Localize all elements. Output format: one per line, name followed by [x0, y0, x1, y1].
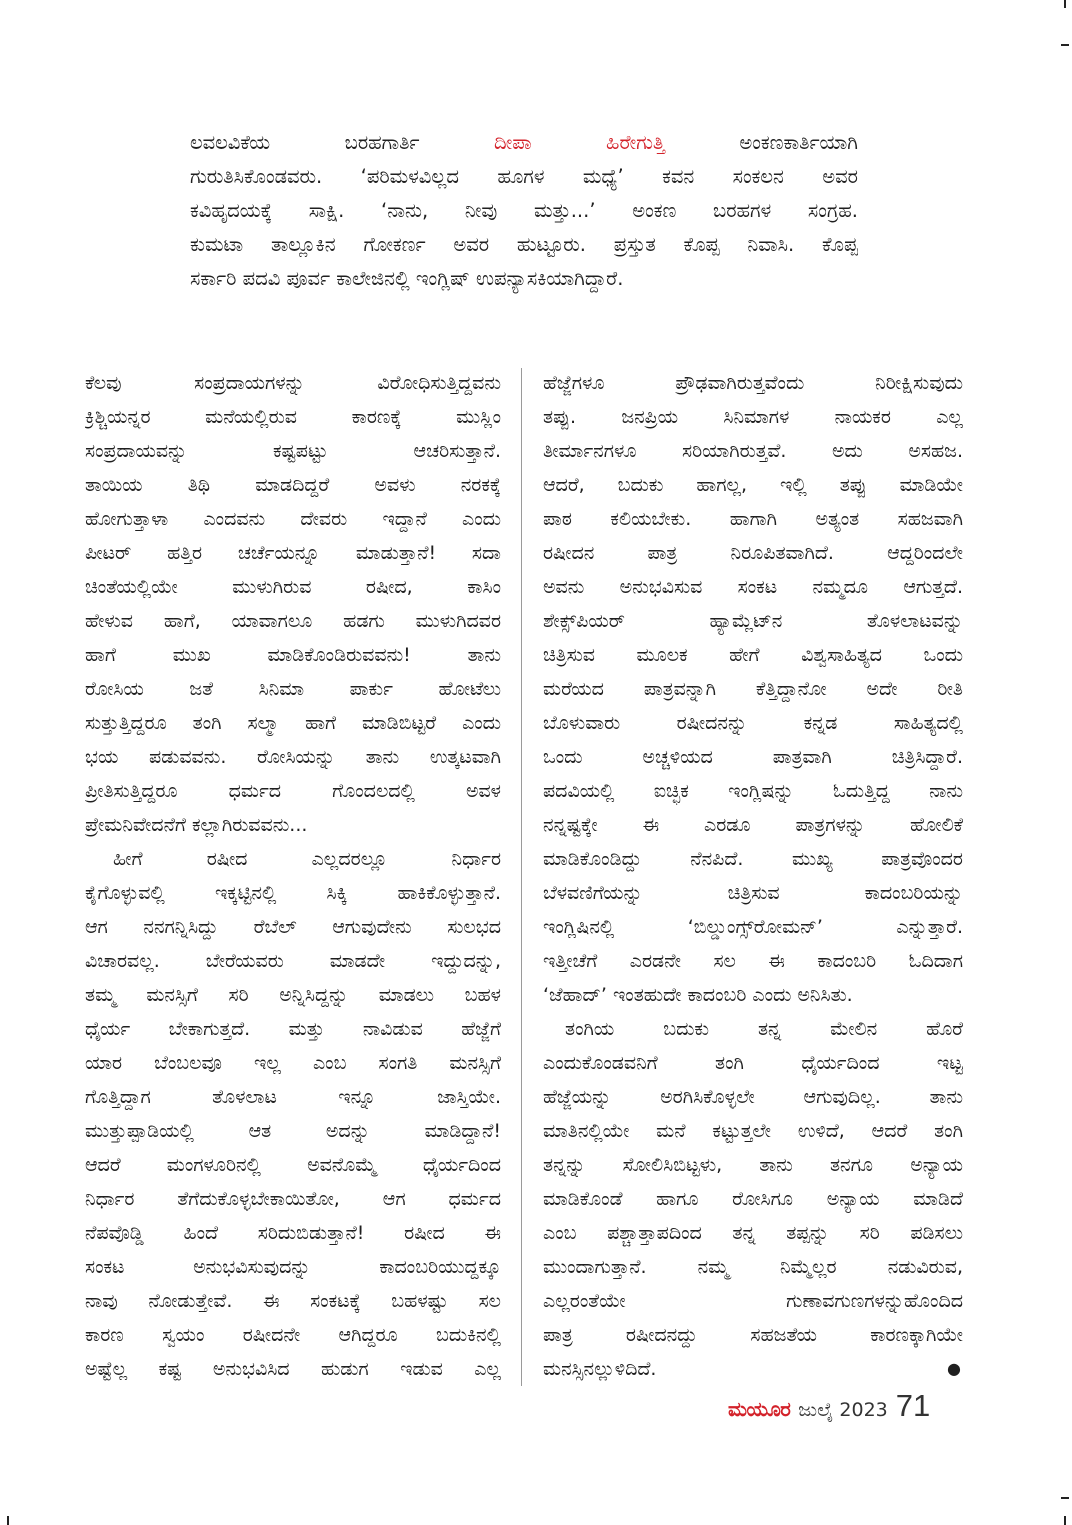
bio-line-role: ಅಂಕಣಕಾರ್ತಿಯಾಗಿ [739, 131, 858, 154]
right-column [543, 366, 963, 1386]
right-column-line: ಪದವಿಯಲ್ಲಿ ಐಚ್ಛಿಕ ಇಂಗ್ಲಿಷನ್ನು ಓದುತ್ತಿದ್ದ ನಾನು [543, 780, 963, 802]
crop-mark [1061, 44, 1069, 46]
left-column-line: ಕೈಗೊಳ್ಳುವಲ್ಲಿ ಇಕ್ಕಟ್ಟಿನಲ್ಲಿ ಸಿಕ್ಕಿ ಹಾಕಿಕೊಳ್ಳುತ್ತಾನೆ. [85, 882, 501, 904]
right-column-line: ತೀರ್ಮಾನಗಳೂ ಸರಿಯಾಗಿರುತ್ತವೆ. ಅದು ಅಸಹಜ. [543, 440, 963, 462]
bio-line: ಸರ್ಕಾರಿ ಪದವಿ ಪೂರ್ವ ಕಾಲೇಜಿನಲ್ಲಿ ಇಂಗ್ಲಿಷ್ ಉಪನ್ಯಾಸಕಿಯಾಗಿದ್ದಾರೆ. [190, 267, 624, 290]
left-column-line: ಪ್ರೇಮನಿವೇದನೆಗೆ ಕಲ್ಲಾಗಿರುವವನು... [85, 814, 308, 836]
right-column-line: ಶೇಕ್ಸ್‌ಪಿಯರ್ ಹ್ಯಾಮ್ಲೆಟ್‌ನ ತೊಳಲಾಟವನ್ನು [543, 610, 963, 632]
right-column-line: ಇತ್ತೀಚೆಗೆ ಎರಡನೇ ಸಲ ಈ ಕಾದಂಬರಿ ಓದಿದಾಗ [543, 950, 963, 972]
right-column-line: ಆದರೆ, ಬದುಕು ಹಾಗಲ್ಲ, ಇಲ್ಲಿ ತಪ್ಪು ಮಾಡಿಯೇ [543, 474, 963, 496]
left-column-line: ಸಂಪ್ರದಾಯವನ್ನು ಕಷ್ಟಪಟ್ಟು ಆಚರಿಸುತ್ತಾನೆ. [85, 440, 501, 462]
right-column-line: ಹೆಜ್ಜೆಗಳೂ ಪ್ರೌಢವಾಗಿರುತ್ತವೆಂದು ನಿರೀಕ್ಷಿಸುವುದು [543, 372, 963, 394]
right-column-line: ಒಂದು ಅಚ್ಚಳಿಯದ ಪಾತ್ರವಾಗಿ ಚಿತ್ರಿಸಿದ್ದಾರೆ. [543, 746, 963, 768]
right-column-line: ರಷೀದನ ಪಾತ್ರ ನಿರೂಪಿತವಾಗಿದೆ. ಆದ್ದರಿಂದಲೇ [543, 542, 963, 564]
right-column-line: ತಪ್ಪು. ಜನಪ್ರಿಯ ಸಿನಿಮಾಗಳ ನಾಯಕರ ಎಲ್ಲ [543, 406, 963, 428]
left-column [85, 366, 501, 1386]
right-column-line: ಮನಸ್ಸಿನಲ್ಲುಳಿದಿದೆ. [543, 1358, 657, 1380]
left-column-line: ಆಗ ನನಗನ್ನಿಸಿದ್ದು ರೆಬೆಲ್ ಆಗುವುದೇನು ಸುಲಭದ [85, 916, 501, 938]
right-column-line: ಹೆಜ್ಜೆಯನ್ನು ಅರಗಿಸಿಕೊಳ್ಳಲೇ ಆಗುವುದಿಲ್ಲ. ತಾನು [543, 1086, 963, 1108]
left-column-line: ತಾಯಿಯ ತಿಥಿ ಮಾಡದಿದ್ದರೆ ಅವಳು ನರಕಕ್ಕೆ [85, 474, 501, 496]
right-column-line: ಎಂಬ ಪಶ್ಚಾತ್ತಾಪದಿಂದ ತನ್ನ ತಪ್ಪನ್ನು ಸರಿ ಪಡಿಸಲು [543, 1222, 963, 1244]
left-column-line: ಹೋಗುತ್ತಾಳಾ ಎಂದವನು ದೇವರು ಇದ್ದಾನೆ ಎಂದು [85, 508, 501, 530]
left-column-line: ತಮ್ಮ ಮನಸ್ಸಿಗೆ ಸರಿ ಅನ್ನಿಸಿದ್ದನ್ನು ಮಾಡಲು ಬಹಳ [85, 984, 501, 1006]
right-column-line: ಎಲ್ಲರಂತೆಯೇ ಗುಣಾವಗುಣಗಳನ್ನುಹೊಂದಿದ [543, 1290, 963, 1312]
left-column-line: ವಿಚಾರವಲ್ಲ. ಬೇರೆಯವರು ಮಾಡದೇ ಇದ್ದುದನ್ನು, [85, 950, 501, 972]
left-column-line: ಕ್ರಿಶ್ಚಿಯನ್ನರ ಮನೆಯಲ್ಲಿರುವ ಕಾರಣಕ್ಕೆ ಮುಸ್ಲಿಂ [85, 406, 501, 428]
left-column-line: ಮುತ್ತುಪ್ಪಾಡಿಯಲ್ಲಿ ಆತ ಅದನ್ನು ಮಾಡಿದ್ದಾನೆ! [85, 1120, 501, 1142]
right-column-line: ತಂಗಿಯ ಬದುಕು ತನ್ನ ಮೇಲಿನ ಹೊರೆ [565, 1018, 963, 1040]
bio-line: ಗುರುತಿಸಿಕೊಂಡವರು. ‘ಪರಿಮಳವಿಲ್ಲದ ಹೂಗಳ ಮಧ್ಯೆ’ ಕವನ ಸಂಕಲನ ಅವರ [190, 165, 858, 188]
left-column-line: ನೆಪವೊಡ್ಡಿ ಹಿಂದೆ ಸರಿದುಬಿಡುತ್ತಾನೆ! ರಷೀದ ಈ [85, 1222, 501, 1244]
right-column-line: ಮರೆಯದ ಪಾತ್ರವನ್ನಾಗಿ ಕೆತ್ತಿದ್ದಾನೋ ಅದೇ ರೀತಿ [543, 678, 963, 700]
left-column-line: ಪ್ರೀತಿಸುತ್ತಿದ್ದರೂ ಧರ್ಮದ ಗೊಂದಲದಲ್ಲಿ ಅವಳ [85, 780, 501, 802]
left-column-line: ಧೈರ್ಯ ಬೇಕಾಗುತ್ತದೆ. ಮತ್ತು ನಾವಿಡುವ ಹೆಜ್ಜೆಗೆ [85, 1018, 501, 1040]
right-column-line: ತನ್ನನ್ನು ಸೋಲಿಸಿಬಿಟ್ಟಳು, ತಾನು ತನಗೂ ಅನ್ಯಾಯ [543, 1154, 963, 1176]
left-column-line: ಹೇಳುವ ಹಾಗೆ, ಯಾವಾಗಲೂ ಹಡಗು ಮುಳುಗಿದವರ [85, 610, 501, 632]
issue-date: ಜುಲೈ 2023 [798, 1399, 888, 1421]
left-column-line: ಪೀಟರ್ ಹತ್ತಿರ ಚರ್ಚೆಯನ್ನೂ ಮಾಡುತ್ತಾನೆ! ಸದಾ [85, 542, 501, 564]
right-column-line: ಮಾಡಿಕೊಂಡೆ ಹಾಗೂ ರೋಸಿಗೂ ಅನ್ಯಾಯ ಮಾಡಿದೆ [543, 1188, 963, 1210]
crop-mark [1064, 0, 1066, 8]
right-column-last-line [543, 1352, 963, 1386]
right-column-line: ನನ್ನಷ್ಟಕ್ಕೇ ಈ ಎರಡೂ ಪಾತ್ರಗಳನ್ನು ಹೋಲಿಕೆ [543, 814, 963, 836]
bio-line-intro: ಲವಲವಿಕೆಯ ಬರಹಗಾರ್ತಿ [190, 131, 420, 154]
right-column-line: ಮುಂದಾಗುತ್ತಾನೆ. ನಮ್ಮ ನಿಮ್ಮೆಲ್ಲರ ನಡುವಿರುವ, [543, 1256, 963, 1278]
bio-line [190, 126, 858, 160]
right-column-line: ಪಾಠ ಕಲಿಯಬೇಕು. ಹಾಗಾಗಿ ಅತ್ಯಂತ ಸಹಜವಾಗಿ [543, 508, 963, 530]
right-column-line: ಮಾಡಿಕೊಂಡಿದ್ದು ನೆನಪಿದೆ. ಮುಖ್ಯ ಪಾತ್ರವೊಂದರ [543, 848, 963, 870]
crop-mark [7, 1516, 9, 1525]
left-column-line: ಹೀಗೆ ರಷೀದ ಎಲ್ಲದರಲ್ಲೂ ನಿರ್ಧಾರ [113, 848, 501, 870]
right-column-line: ಎಂದುಕೊಂಡವನಿಗೆ ತಂಗಿ ಧೈರ್ಯದಿಂದ ಇಟ್ಟ [543, 1052, 963, 1074]
end-mark-bullet: ● [947, 1359, 961, 1378]
right-column-line: ಬೊಳುವಾರು ರಷೀದನನ್ನು ಕನ್ನಡ ಸಾಹಿತ್ಯದಲ್ಲಿ [543, 712, 963, 734]
left-column-line: ಆದರೆ ಮಂಗಳೂರಿನಲ್ಲಿ ಅವನೊಮ್ಮೆ ಧೈರ್ಯದಿಂದ [85, 1154, 501, 1176]
left-column-line: ಹಾಗೆ ಮುಖ ಮಾಡಿಕೊಂಡಿರುವವನು! ತಾನು [85, 644, 501, 666]
left-column-line: ಸಂಕಟ ಅನುಭವಿಸುವುದನ್ನು ಕಾದಂಬರಿಯುದ್ದಕ್ಕೂ [85, 1256, 501, 1278]
left-column-line: ನಿರ್ಧಾರ ತೆಗೆದುಕೊಳ್ಳಬೇಕಾಯಿತೋ, ಆಗ ಧರ್ಮದ [85, 1188, 501, 1210]
author-bio [190, 126, 858, 296]
right-column-line: ‘ಜೆಹಾದ್’ ಇಂತಹುದೇ ಕಾದಂಬರಿ ಎಂದು ಅನಿಸಿತು. [543, 984, 853, 1006]
author-name: ದೀಪಾ ಹಿರೇಗುತ್ತಿ [494, 131, 665, 154]
bio-line: ಕವಿಹೃದಯಕ್ಕೆ ಸಾಕ್ಷಿ. ‘ನಾನು, ನೀವು ಮತ್ತು...’ ಅಂಕಣ ಬರಹಗಳ ಸಂಗ್ರಹ. [190, 199, 858, 222]
left-column-line: ಭಯ ಪಡುವವನು. ರೋಸಿಯನ್ನು ತಾನು ಉತ್ಕಟವಾಗಿ [85, 746, 501, 768]
right-column-line: ಇಂಗ್ಲಿಷಿನಲ್ಲಿ ‘ಬಿಲ್ಡುಂಗ್ಸ್‌ರೋಮನ್’ ಎನ್ನುತ್ತಾರೆ. [543, 916, 963, 938]
right-column-line: ಚಿತ್ರಿಸುವ ಮೂಲಕ ಹೇಗೆ ವಿಶ್ವಸಾಹಿತ್ಯದ ಒಂದು [543, 644, 963, 666]
left-column-line: ಕೆಲವು ಸಂಪ್ರದಾಯಗಳನ್ನು ವಿರೋಧಿಸುತ್ತಿದ್ದವನು [85, 372, 501, 394]
page-footer [728, 1388, 930, 1432]
right-column-line: ಮಾತಿನಲ್ಲಿಯೇ ಮನೆ ಕಟ್ಟುತ್ತಲೇ ಉಳಿದೆ, ಆದರೆ ತಂಗಿ [543, 1120, 963, 1142]
left-column-line: ಯಾರ ಬೆಂಬಲವೂ ಇಲ್ಲ ಎಂಬ ಸಂಗತಿ ಮನಸ್ಸಿಗೆ [85, 1052, 501, 1074]
left-column-line: ರೋಸಿಯ ಜತೆ ಸಿನಿಮಾ ಪಾರ್ಕು ಹೋಟೆಲು [85, 678, 501, 700]
magazine-logo: ಮಯೂರ [728, 1397, 791, 1421]
left-column-line: ಅಷ್ಟೆಲ್ಲ ಕಷ್ಟ ಅನುಭವಿಸಿದ ಹುಡುಗ ಇಡುವ ಎಲ್ಲ [85, 1358, 501, 1380]
right-column-line: ಬೆಳವಣಿಗೆಯನ್ನು ಚಿತ್ರಿಸುವ ಕಾದಂಬರಿಯನ್ನು [543, 882, 963, 904]
left-column-line: ಕಾರಣ ಸ್ವಯಂ ರಷೀದನೇ ಆಗಿದ್ದರೂ ಬದುಕಿನಲ್ಲಿ [85, 1324, 501, 1346]
crop-mark [1064, 1516, 1066, 1525]
bio-line: ಕುಮಟಾ ತಾಲ್ಲೂಕಿನ ಗೋಕರ್ಣ ಅವರ ಹುಟ್ಟೂರು. ಪ್ರಸ್ತುತ ಕೊಪ್ಪ ನಿವಾಸಿ. ಕೊಪ್ಪ [190, 233, 858, 256]
left-column-line: ಸುತ್ತುತ್ತಿದ್ದರೂ ತಂಗಿ ಸಲ್ಮಾ ಹಾಗೆ ಮಾಡಿಬಿಟ್ಟರೆ ಎಂದು [85, 712, 501, 734]
column-divider [521, 368, 522, 1386]
crop-mark [1061, 1497, 1069, 1499]
right-column-line: ಅವನು ಅನುಭವಿಸುವ ಸಂಕಟ ನಮ್ಮದೂ ಆಗುತ್ತದೆ. [543, 576, 963, 598]
left-column-line: ಗೊತ್ತಿದ್ದಾಗ ತೊಳಲಾಟ ಇನ್ನೂ ಜಾಸ್ತಿಯೇ. [85, 1086, 501, 1108]
left-column-line: ಚಿಂತೆಯಲ್ಲಿಯೇ ಮುಳುಗಿರುವ ರಷೀದ, ಕಾಸಿಂ [85, 576, 501, 598]
page-number: 71 [895, 1388, 931, 1423]
left-column-line: ನಾವು ನೋಡುತ್ತೇವೆ. ಈ ಸಂಕಟಕ್ಕೆ ಬಹಳಷ್ಟು ಸಲ [85, 1290, 501, 1312]
right-column-line: ಪಾತ್ರ ರಷೀದನದ್ದು ಸಹಜತೆಯ ಕಾರಣಕ್ಕಾಗಿಯೇ [543, 1324, 963, 1346]
